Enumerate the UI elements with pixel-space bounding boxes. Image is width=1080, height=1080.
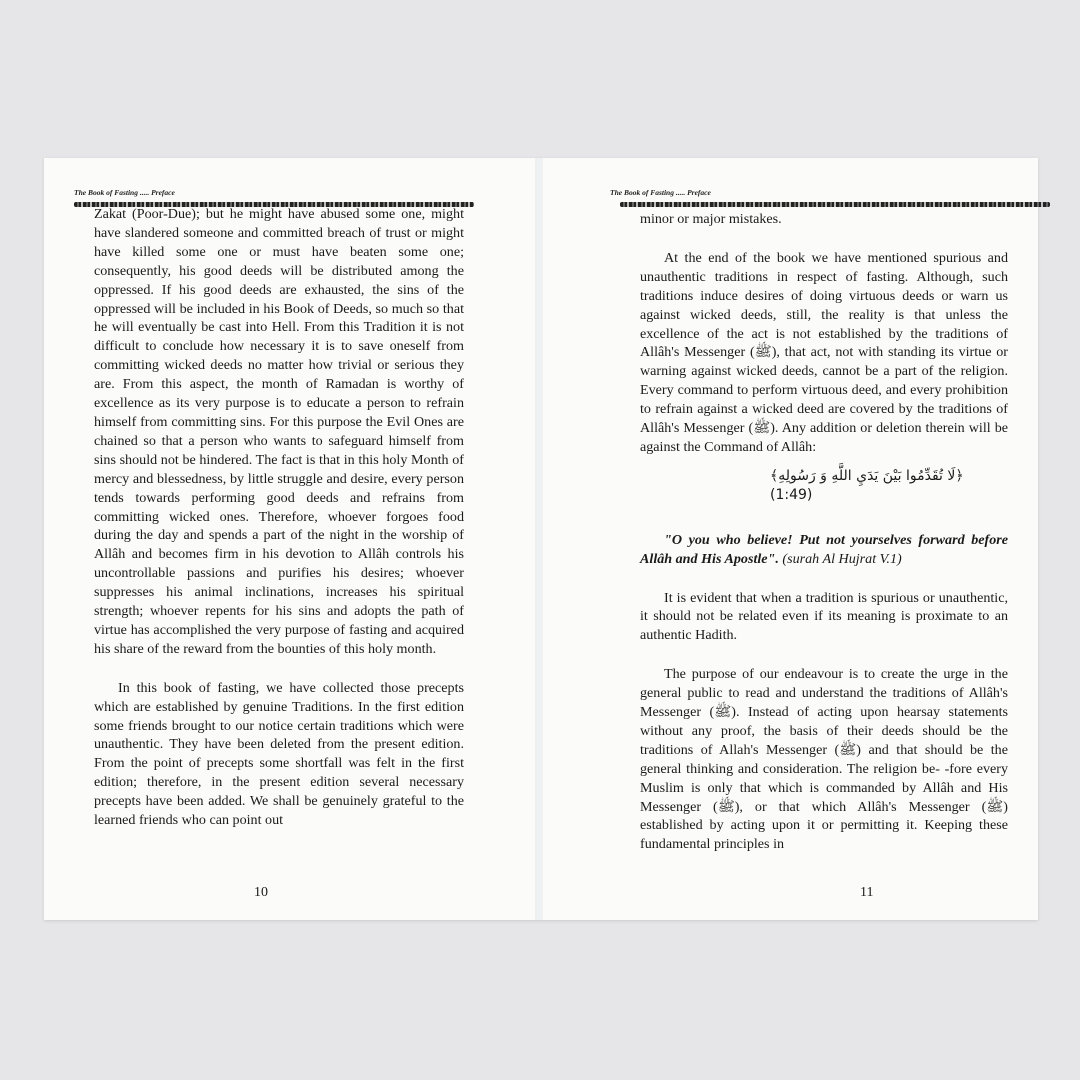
right-page	[610, 158, 1050, 920]
page-number: 11	[860, 885, 874, 900]
page-body	[640, 210, 1008, 854]
running-head: The Book of Fasting ..... Preface	[610, 188, 711, 197]
paragraph: It is evident that when a tradition is spurious or unauthentic, it should not be related even if its meaning is proximate to an authentic Hadith.	[640, 589, 1008, 644]
paragraph: In this book of fasting, we have collected those precepts which are established by genuine Traditions. In the first edition some friends brought to our notice certain traditions which were unauthentic. They have been deleted from the present edition. From the point of precepts some shortfall was felt in the first edition; therefore, in the present edition several necessary precepts have been added. We shall be genuinely grateful to the learned friends who can point out	[94, 679, 464, 829]
page-body	[94, 205, 464, 830]
verse-translation	[640, 531, 1008, 569]
paragraph: At the end of the book we have mentioned spurious and unauthentic traditions in respect of fasting. Although, such traditions induce desires of doing virtuous deeds or warn us against wicked deeds, still, the reality is that unless the excellence of the act is not established by the traditions of Allâh's Messenger (ﷺ), that act, not with standing its virtue or warning against wicked deeds, cannot be a part of the religion. Every command to perform virtuous deed, and every prohibition to refrain against a wicked deed are covered by the traditions of Allâh's Messenger (ﷺ). Any addition or deletion therein will be against the Command of Allâh:	[640, 249, 1009, 455]
open-book	[44, 158, 1038, 920]
header-ornament	[620, 202, 1050, 207]
quote-reference: (surah Al Hujrat V.1)	[782, 550, 902, 567]
paragraph: The purpose of our endeavour is to create the urge in the general public to read and understand the traditions of Allâh's Messenger (ﷺ). Instead of acting upon hearsay statements without any proof, the basis of their deeds should be the traditions of Allah's Messenger (ﷺ) and that should be the general thinking and consideration. The religion be- -fore every Muslim is only that which is commanded by Allâh and His Messenger (ﷺ), or that which Allâh's Messenger (ﷺ) established by acting upon it or permitting it. Keeping these fundamental principles in	[640, 666, 1008, 853]
paragraph: minor or major mistakes.	[640, 211, 782, 227]
book-gutter	[535, 158, 543, 920]
quote-text: "O you who believe! Put not yourselves forward before Allâh and His Apostle".	[640, 531, 1008, 567]
paragraph: Zakat (Poor-Due); but he might have abused some one, might have slandered someone and committed breach of trust or might have killed some one or must have beaten some one; consequently, his good deeds will be distributed among the oppressed. If his good deeds are exhausted, the sins of the oppressed will be included in his Book of Deeds, so much so that he will eventually be cast into Hell. From this Tradition it is not difficult to conclude how necessary it is to save oneself from committing wicked deeds no matter how trivial or serious they are. From this aspect, the month of Ramadan is worthy of excellence as its very purpose is to educate a person to refrain himself from committing sins. For this purpose the Evil Ones are chained so that a person who wants to safeguard himself from sins should not be hindered. The fact is that in this holy Month of mercy and blessedness, by little struggle and desire, every person tends towards performing good deeds and refrains from committing wicked ones. Therefore, whoever forgoes food during the day and spends a part of the night in the worship of Allâh and becomes firm in his devotion to Allâh controls his uncontrollable passions and purifies his desires; whoever suppresses his animal inclinations, increases his spiritual strength; whoever repents for his sins and adopts the path of virtue has accomplished the very purpose of fasting and acquired his share of the reward from the bounties of this holy month.	[94, 206, 464, 657]
page-number: 10	[254, 885, 268, 900]
left-page	[74, 158, 514, 920]
running-head: The Book of Fasting ..... Preface	[74, 188, 175, 197]
arabic-verse: ﴿لَا تُقَدِّمُوا بَيْنَ يَدَيِ اللَّهِ وَ رَسُولِهِ﴾ (1:49)	[770, 467, 964, 503]
